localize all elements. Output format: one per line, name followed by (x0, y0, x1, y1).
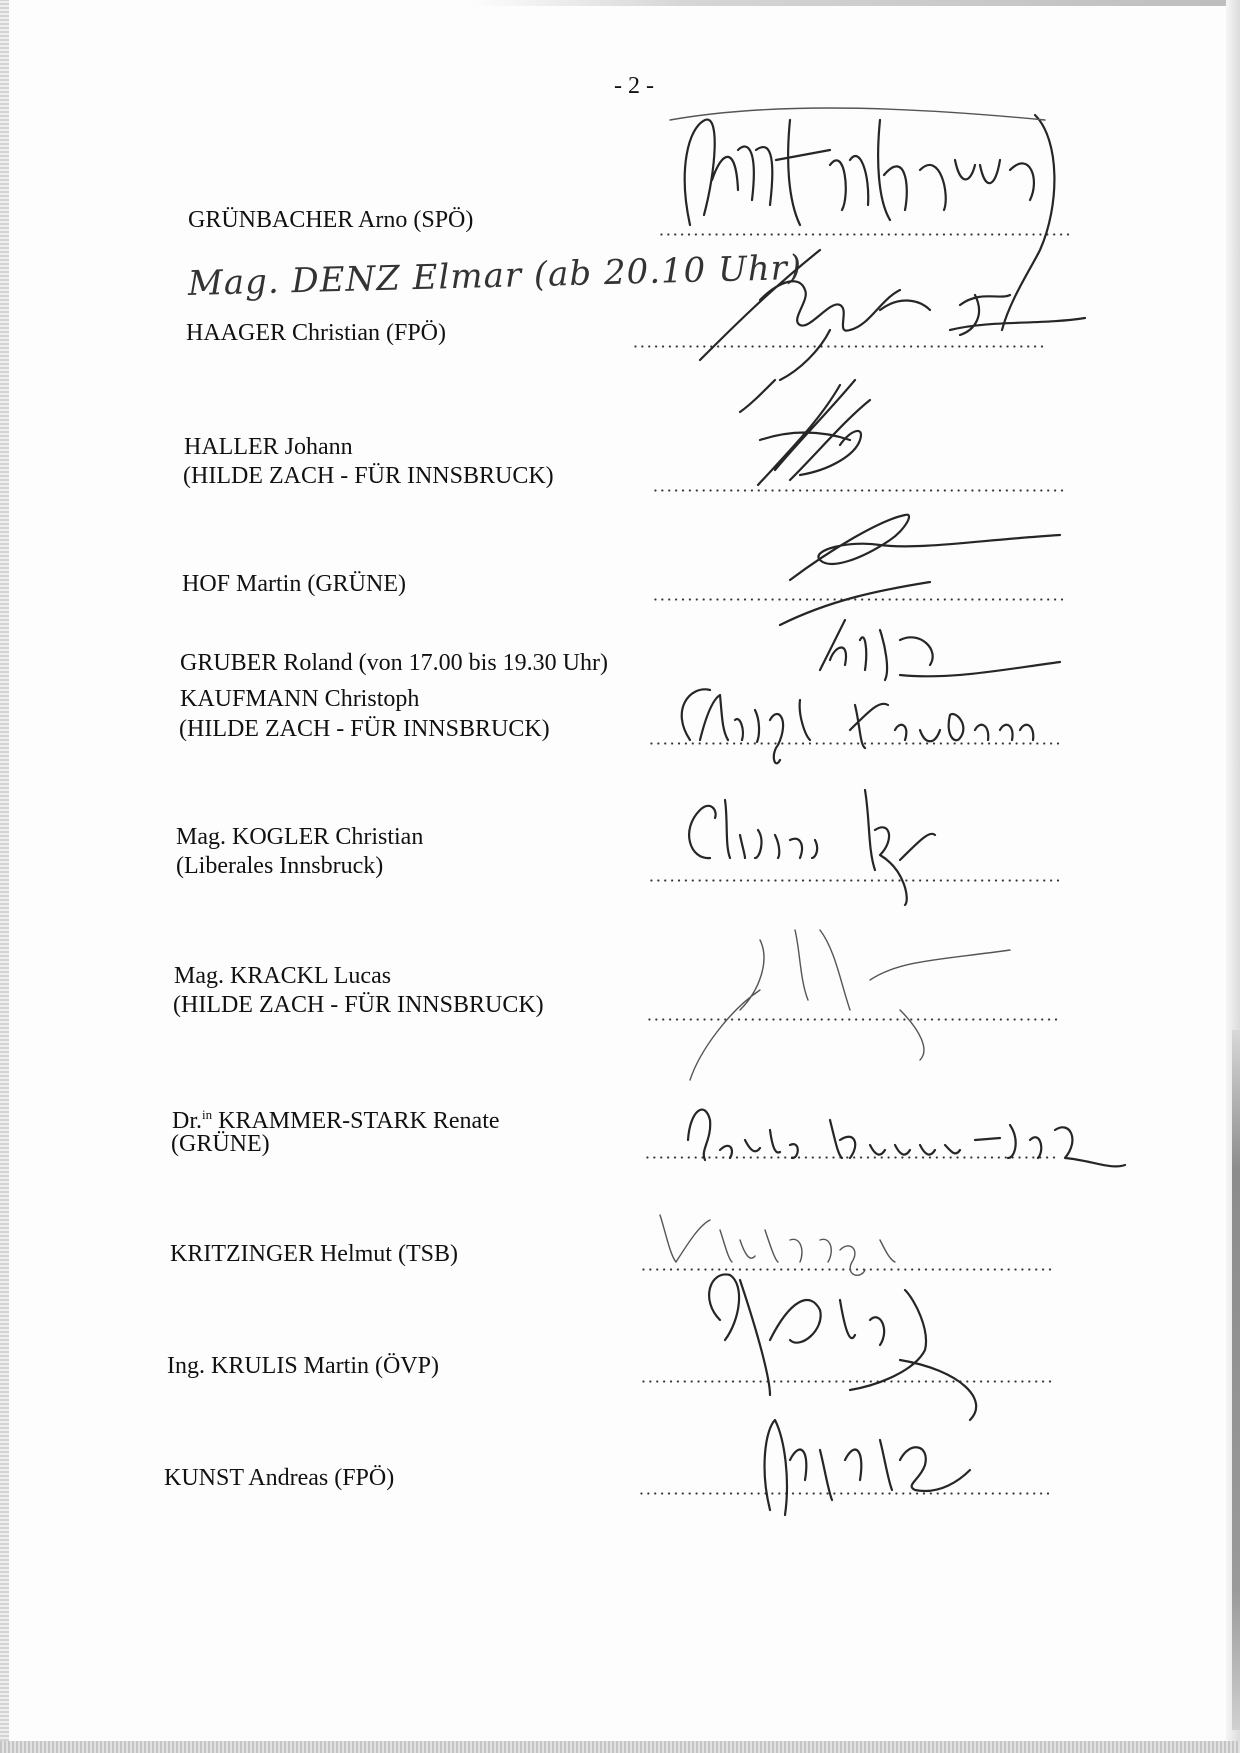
scan-edge-top (0, 0, 1240, 6)
entry-name-kaufmann: KAUFMANN Christoph (180, 686, 420, 712)
signature-kritzinger (660, 1215, 895, 1275)
signature-kunst (765, 1420, 970, 1515)
signature-line (652, 598, 1066, 601)
entry-name-kogler: Mag. KOGLER Christian (176, 824, 424, 850)
signature-line (648, 742, 1062, 745)
entry-name-gruenbacher: GRÜNBACHER Arno (SPÖ) (188, 207, 474, 233)
signature-line (640, 1380, 1054, 1383)
entry-party-krackl: (HILDE ZACH - FÜR INNSBRUCK) (173, 992, 544, 1018)
signature-hof (780, 515, 1060, 625)
entry-name-krulis: Ing. KRULIS Martin (ÖVP) (167, 1353, 439, 1379)
entry-party-kaufmann: (HILDE ZACH - FÜR INNSBRUCK) (179, 716, 550, 742)
entry-party-haller: (HILDE ZACH - FÜR INNSBRUCK) (183, 463, 554, 489)
signature-krackl (690, 930, 1010, 1080)
entry-name-gruber: GRUBER Roland (von 17.00 bis 19.30 Uhr) (180, 650, 608, 676)
entry-name-haager: HAAGER Christian (FPÖ) (186, 320, 447, 346)
entry-party-kogler: (Liberales Innsbruck) (176, 853, 384, 879)
entry-name-haller: HALLER Johann (184, 434, 353, 460)
entry-party-krammer-stark: (GRÜNE) (171, 1131, 270, 1157)
page-number: - 2 - (614, 73, 654, 99)
entry-name-kunst: KUNST Andreas (FPÖ) (164, 1465, 395, 1491)
signature-line (646, 1018, 1060, 1021)
signature-line (638, 1492, 1052, 1495)
signature-line (632, 345, 1046, 348)
signature-line (652, 489, 1066, 492)
scan-edge-left (0, 0, 9, 1753)
signature-kogler (689, 790, 935, 905)
entry-name-krammer-stark: Dr.$^{in}$ KRAMMER-STARK Renate (172, 1107, 500, 1134)
signature-line (644, 1156, 1058, 1159)
scan-edge-right-shadow (1232, 1030, 1240, 1730)
signature-gruber (820, 620, 1060, 680)
scan-edge-bottom (0, 1741, 1240, 1753)
entry-name-hof: HOF Martin (GRÜNE) (182, 571, 406, 597)
signature-line (658, 233, 1072, 236)
signature-line (640, 1268, 1054, 1271)
signature-haller (758, 380, 870, 485)
signature-gruenbacher (670, 108, 1054, 330)
signature-kaufmann (682, 689, 1034, 763)
entry-name-kritzinger: KRITZINGER Helmut (TSB) (170, 1241, 458, 1267)
handwritten-note: Mag. DENZ Elmar (ab 20.10 Uhr) (187, 247, 803, 304)
entry-name-krackl: Mag. KRACKL Lucas (174, 963, 392, 989)
signature-line (648, 879, 1062, 882)
signature-krulis (709, 1274, 976, 1420)
